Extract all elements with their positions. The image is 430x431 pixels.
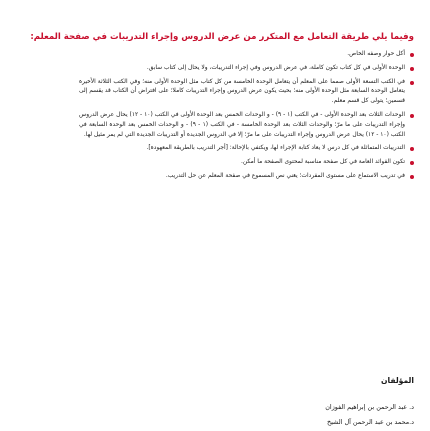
bullet-icon bbox=[410, 114, 414, 118]
list-item-text: أكل حوار وصفه الخاص. bbox=[347, 51, 405, 57]
list-item bbox=[79, 50, 414, 60]
list-item-text: تكون الفوائد العامة في كل صفحة مناسبة لمحتوى الصفحة ما أمكن. bbox=[241, 159, 405, 166]
section-heading: وفيما يلي طريقة التعامل مع المتكرر من عرض الدروس وإجراء التدريبات في صفحة المعلم: bbox=[30, 32, 414, 42]
instruction-list bbox=[79, 50, 414, 182]
list-item-text: الوحدة الأولى في كل كتاب تكون كاملة، في عرض الدروس وفي إجراء التدريبات، ولا يحال إلى كتاب سابق. bbox=[146, 64, 405, 71]
list-item-text: في الكتب التسعة الأولى صمما على المعلم أن يتعامل الوحدة الخامسة من كل كتاب مثل الوحدة الأولى منه؛ وفي الكتب الثلاثة الأخيرة يتعامل الوحدة السابعة مثل الوحدة الأولى منه؛ بحيث يكون عرض الدروس وإجراء التدريبات كاملا؛ على افتراض أن الكتاب قد يقسم إلى قسمين؛ يتولى كل قسم معلم. bbox=[79, 78, 405, 105]
bullet-icon bbox=[410, 147, 414, 151]
bullet-icon bbox=[410, 53, 414, 57]
bullet-icon bbox=[410, 175, 414, 179]
list-item bbox=[79, 78, 414, 107]
bullet-icon bbox=[410, 67, 414, 71]
list-item-text: التدريبات المتماثلة في كل درس لا يعاد كتابة الإجراء لها، ويكتفي بالإحالة: [أجر التدريب بالطريقة المعهودة]. bbox=[146, 145, 405, 152]
list-item bbox=[79, 172, 414, 182]
list-item bbox=[79, 111, 414, 140]
authors-title: المؤلفان bbox=[381, 376, 414, 385]
authors-block bbox=[214, 375, 414, 431]
author-name: د. عبد الرحمن بن إبراهيم الفوزان bbox=[325, 403, 414, 411]
list-item bbox=[79, 144, 414, 154]
teacher-page bbox=[30, 30, 414, 430]
list-item bbox=[79, 64, 414, 74]
list-item bbox=[79, 158, 414, 168]
list-item-text: الوحدات الثلاث بعد الوحدة الأولى - في الكتب (١ - ٩) - و الوحدات الخمس بعد الوحدة الأولى في الكتب (١٠ - ١٢) يحال عرض الدروس وإجراء التدريبات على ما مرّ؛ والوحدات الثلاث بعد الوحدة الخامسة - في الكتب (١ - ٩) - و الوحدات الخمس بعد الوحدة السابعة في الكتب (١٠ - ١٢) يحال عرض الدروس وإجراء التدريبات على ما مرّ؛ إلا في الدروس الجديدة أو التدريبات الجديدة التي لم يمر مثيل لها. bbox=[79, 111, 406, 138]
bullet-icon bbox=[410, 161, 414, 165]
bullet-icon bbox=[410, 81, 414, 85]
list-item-text: في تدريب الاستماع على مستوى المفردات؛ يغني نص المسموع في صفحة المعلم عن حل التدريب. bbox=[165, 172, 405, 179]
author-name: د.محمد بن عبد الرحمن آل الشيخ bbox=[326, 418, 414, 426]
